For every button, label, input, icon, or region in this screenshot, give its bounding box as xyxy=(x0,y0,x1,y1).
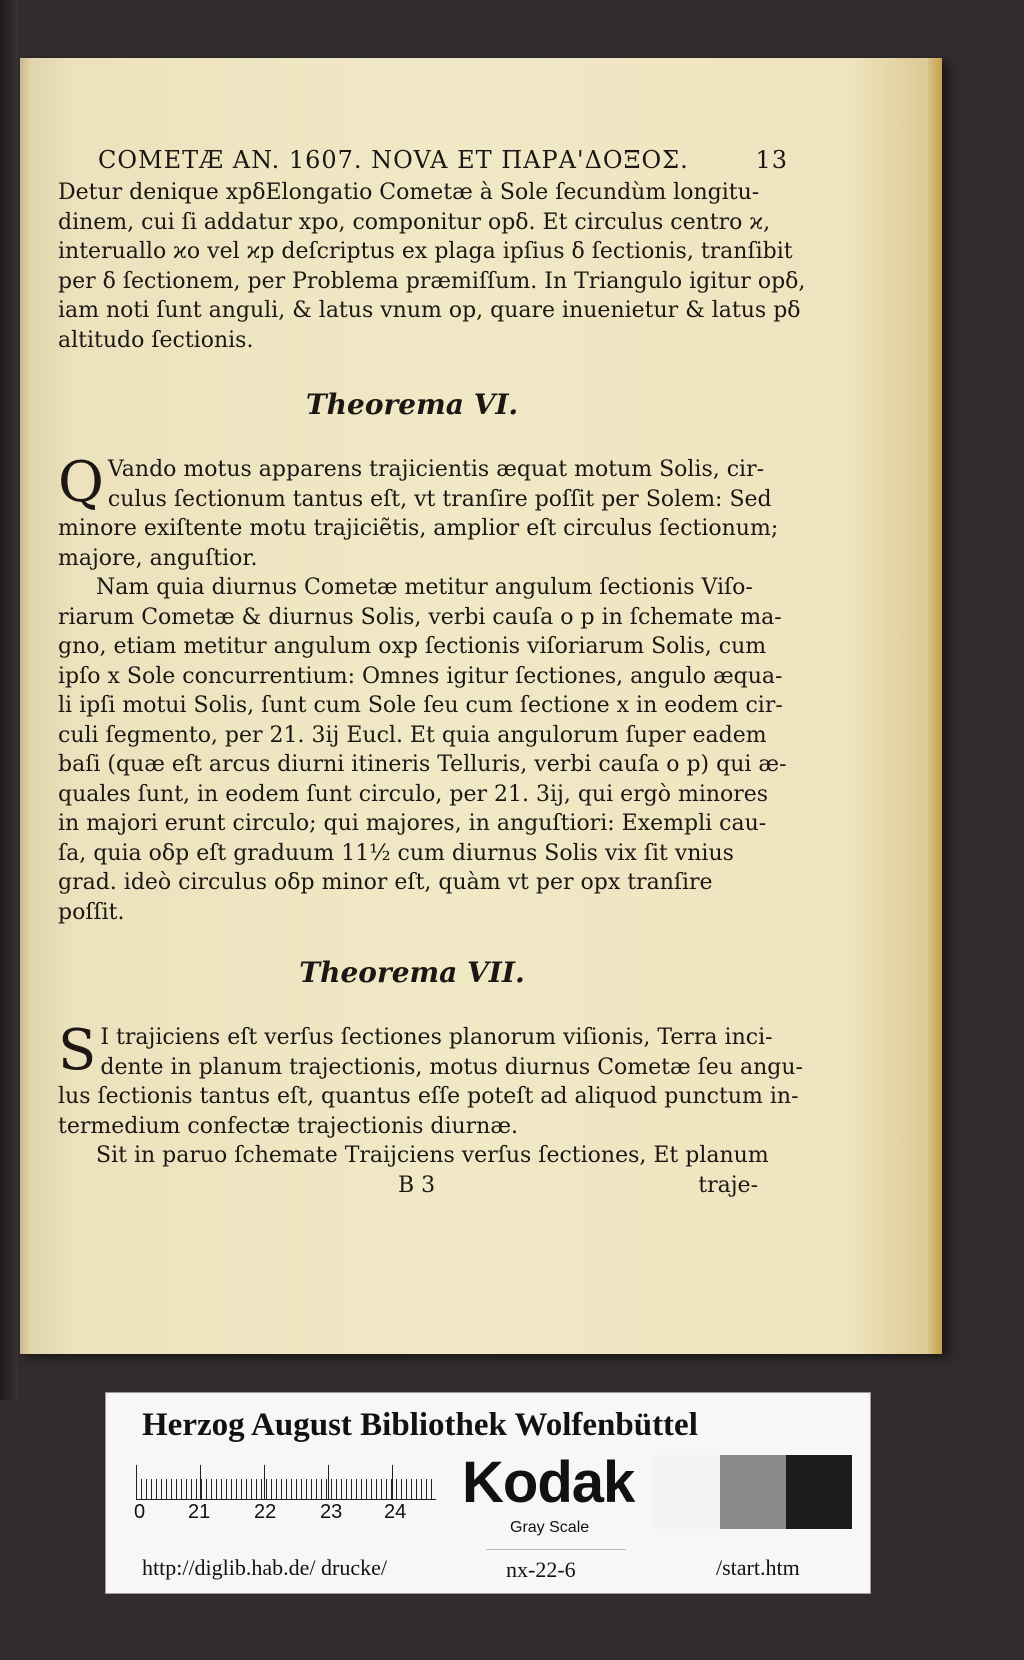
divider xyxy=(486,1549,626,1550)
running-head-title: COMETÆ AN. 1607. NOVA ET ΠΑΡΑ'ΔΟΞΟΣ. xyxy=(98,146,689,174)
page-number: 13 xyxy=(755,146,788,174)
theorem-6-proof xyxy=(58,573,787,927)
ruler-major-tick xyxy=(264,1465,265,1499)
text-line: termedium confectæ trajectionis diurnæ. xyxy=(58,1113,519,1139)
text-line: per δ ſectionem, per Problema præmiſſum. In Triangulo igitur opδ, xyxy=(58,268,806,294)
text-line: lus ſectionis tantus eſt, quantus eſſe poteſt ad aliquod punctum in- xyxy=(58,1084,799,1109)
ruler-label: 24 xyxy=(384,1501,407,1523)
ruler-label: 22 xyxy=(254,1501,277,1523)
gray-scale-label: Gray Scale xyxy=(510,1519,590,1536)
swatch-white xyxy=(654,1455,720,1529)
ruler-label: 0 xyxy=(134,1501,146,1523)
text-line: iam noti ſunt anguli, & latus vnum op, quare inuenietur & latus pδ xyxy=(58,298,801,323)
text-line: altitudo ſectionis. xyxy=(58,327,254,353)
archive-url: http://diglib.hab.de/ drucke/ xyxy=(142,1555,388,1580)
page-text xyxy=(58,146,806,1200)
text-line: interuallo ϰo vel ϰp deſcriptus ex plaga ipſius δ ſectionis, tranſibit xyxy=(58,239,793,264)
text-line: Detur denique xpδElongatio Cometæ à Sole ſecundùm longitu- xyxy=(58,180,760,205)
start-path: /start.htm xyxy=(716,1555,800,1580)
gray-swatches xyxy=(654,1455,852,1529)
catchword: traje- xyxy=(698,1172,758,1198)
text-line: dente in planum trajectionis, motus diurnus Cometæ ſeu angu- xyxy=(100,1054,803,1080)
text-line: majore, anguſtior. xyxy=(58,545,258,571)
swatch-gray xyxy=(720,1455,786,1529)
theorem-7-heading: Theorema VII. xyxy=(299,956,525,989)
page-edge-stain xyxy=(928,58,942,1354)
text-line: li ipſi motui Solis, ſunt cum Sole ſeu cum ſectione x in eodem cir- xyxy=(58,693,783,718)
ruler-major-tick xyxy=(136,1465,137,1499)
shelf-code: nx-22-6 xyxy=(506,1557,576,1582)
intro-paragraph xyxy=(58,178,806,355)
text-line: baſi (quæ eſt arcus diurni itineris Telluris, verbi cauſa o p) qui æ- xyxy=(58,752,787,777)
drop-cap: S xyxy=(58,1018,97,1083)
text-line: quales ſunt, in eodem ſunt circulo, per 21. 3ij, qui ergò minores xyxy=(58,781,769,807)
library-name: Herzog August Bibliothek Wolfenbüttel xyxy=(142,1407,698,1443)
ruler-major-tick xyxy=(328,1465,329,1499)
text-line: ſa, quia oδp eſt graduum 11½ cum diurnus Solis vix ſit vnius xyxy=(58,840,734,866)
text-line: culus ſectionum tantus eſt, vt tranſire poſſit per Solem: Sed xyxy=(107,486,772,512)
text-line: ipſo x Sole concurrentium: Omnes igitur ſectiones, angulo æqua- xyxy=(58,663,783,689)
ruler-label: 21 xyxy=(188,1501,211,1523)
book-page xyxy=(20,58,942,1354)
text-line: culi ſegmento, per 21. 3ij Eucl. Et quia angulorum ſuper eadem xyxy=(58,722,767,748)
text-line: Sit in paruo ſchemate Traijciens verſus ſectiones, Et planum xyxy=(96,1143,769,1168)
text-line: minore exiſtente motu trajiciẽtis, amplior eſt circulus ſectionum; xyxy=(58,516,779,541)
color-target-card xyxy=(105,1392,871,1594)
ruler-major-tick xyxy=(392,1465,393,1499)
gutter-shadow xyxy=(20,58,30,1354)
ruler-label: 23 xyxy=(320,1501,343,1523)
text-line: dinem, cui ſi addatur xpo, componitur opδ. Et circulus centro ϰ, xyxy=(58,209,771,235)
swatch-black xyxy=(786,1455,852,1529)
text-line: riarum Cometæ & diurnus Solis, verbi cauſa o p in ſchemate ma- xyxy=(58,604,782,630)
drop-cap: Q xyxy=(58,450,104,515)
theorem-7-statement xyxy=(58,1018,803,1141)
text-line: Vando motus apparens trajicientis æquat motum Solis, cir- xyxy=(107,457,765,482)
text-line: in majori erunt circulo; qui majores, in anguſtiori: Exempli cau- xyxy=(58,811,767,836)
page-footer xyxy=(78,1171,758,1201)
text-line: Nam quia diurnus Cometæ metitur angulum ſectionis Viſo- xyxy=(96,575,753,600)
ruler-major-tick xyxy=(200,1465,201,1499)
theorem-6-statement xyxy=(58,450,779,573)
theorem-6-heading: Theorema VI. xyxy=(305,388,519,421)
text-line: I trajiciens eſt verſus ſectiones planorum viſionis, Terra inci- xyxy=(100,1025,773,1050)
ruler-labels xyxy=(136,1501,456,1525)
text-line: grad. ideò circulus oδp minor eſt, quàm vt per opx tranſire xyxy=(58,870,713,895)
scale-ruler xyxy=(136,1455,436,1500)
kodak-logo: Kodak xyxy=(462,1450,635,1515)
text-line: poſſit. xyxy=(58,899,125,925)
signature-mark: B 3 xyxy=(398,1172,436,1198)
scan-background-edge xyxy=(0,0,18,1400)
running-head xyxy=(98,146,788,174)
text-line: gno, etiam metitur angulum oxp ſectionis viſoriarum Solis, cum xyxy=(58,634,767,659)
